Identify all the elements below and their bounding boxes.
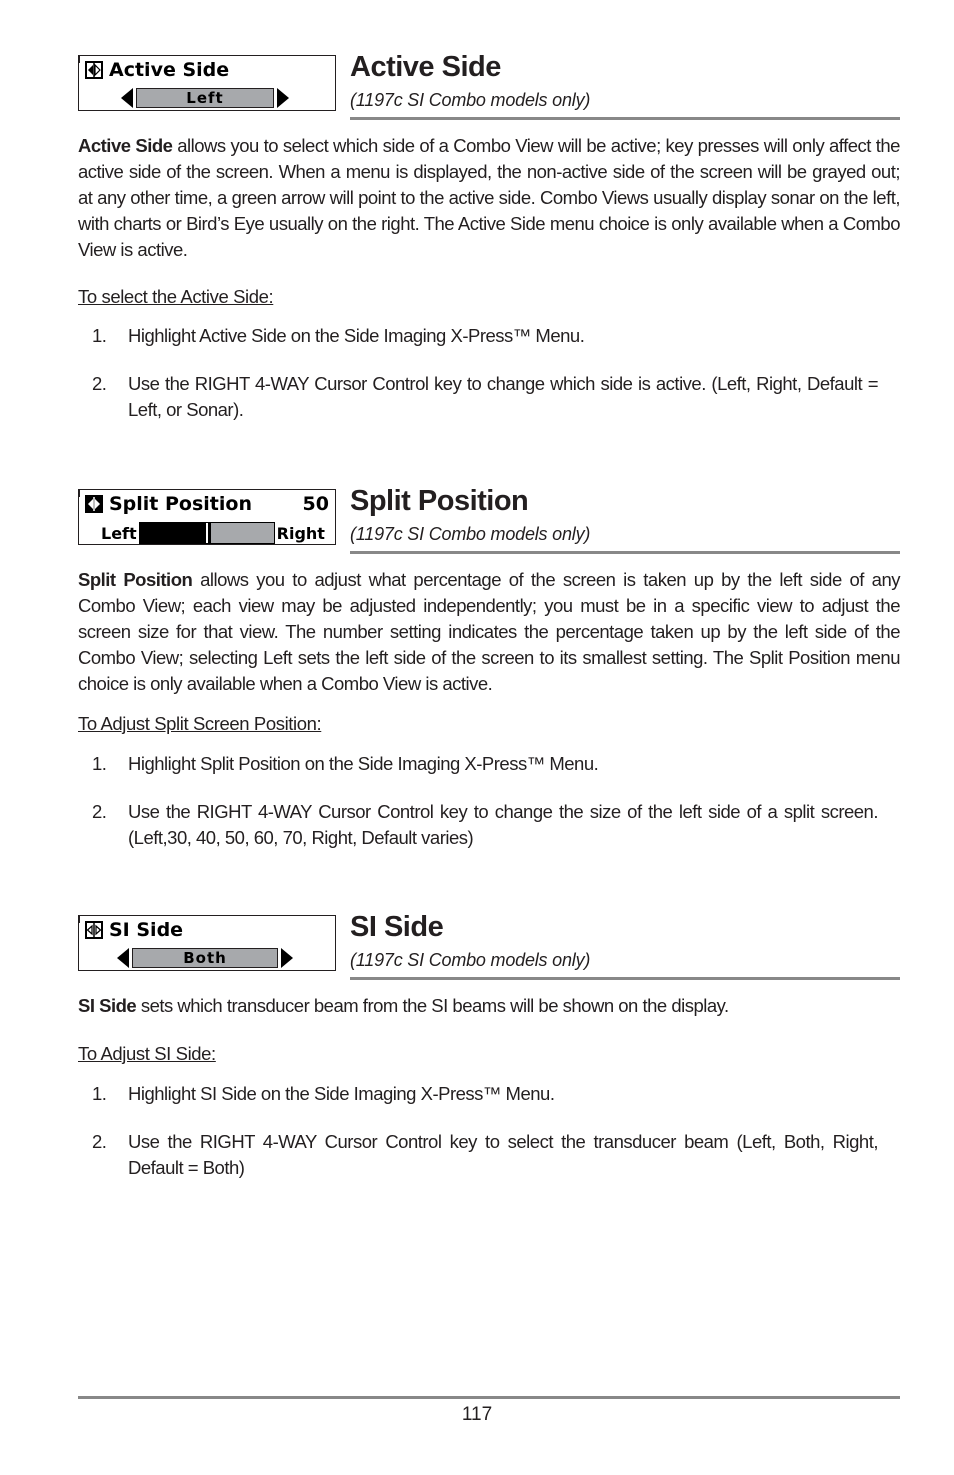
step-number: 2. bbox=[92, 1131, 107, 1152]
procedure-title: To Adjust SI Side: bbox=[78, 1043, 216, 1064]
step-number: 1. bbox=[92, 1083, 107, 1104]
heading-subtitle: (1197c SI Combo models only) bbox=[350, 90, 591, 110]
heading-subtitle: (1197c SI Combo models only) bbox=[350, 950, 591, 970]
si-side-menu-box bbox=[78, 915, 336, 971]
section-heading bbox=[350, 911, 900, 980]
step-text: Use the RIGHT 4-WAY Cursor Control key to select the transducer beam (Left, Both, Right, Default = Both) bbox=[128, 1131, 878, 1178]
slider-left-label: Left bbox=[101, 523, 137, 543]
selected-value: Left bbox=[136, 88, 274, 108]
arrow-right-icon[interactable] bbox=[281, 948, 293, 968]
split-percentage: 50 bbox=[302, 493, 329, 515]
section-heading bbox=[350, 485, 900, 554]
section-heading bbox=[350, 51, 900, 120]
value-selector[interactable] bbox=[121, 88, 289, 108]
step-text: Use the RIGHT 4-WAY Cursor Control key to change which side is active. (Left, Right, Default = Left, or Sonar). bbox=[128, 373, 878, 420]
intro-paragraph bbox=[78, 993, 900, 1019]
arrow-left-icon[interactable] bbox=[117, 948, 129, 968]
step-text: Highlight SI Side on the Side Imaging X-Press™ Menu. bbox=[128, 1083, 555, 1104]
active-side-menu-box bbox=[78, 55, 336, 111]
split-arrows-icon bbox=[85, 921, 103, 939]
step-number: 2. bbox=[92, 373, 107, 394]
left-right-arrows-icon bbox=[85, 495, 103, 513]
step-number: 1. bbox=[92, 753, 107, 774]
intro-term: SI Side bbox=[78, 995, 137, 1016]
step-text: Highlight Active Side on the Side Imaging X-Press™ Menu. bbox=[128, 325, 585, 346]
menu-title: Split Position bbox=[109, 493, 252, 515]
arrow-left-icon[interactable] bbox=[121, 88, 133, 108]
step-text: Highlight Split Position on the Side Imaging X-Press™ Menu. bbox=[128, 753, 599, 774]
intro-text: allows you to select which side of a Combo View will be active; key presses will only affect the active side of the screen. When a menu is displayed, the non-active side of the screen will be grayed out; at any other time, a green arrow will point to the active side. Combo Views usually display sonar on the left, with charts or Bird’s Eye usually on the right. The Active Side menu choice is only available when a Combo View is active. bbox=[78, 135, 900, 260]
slider-fill bbox=[140, 523, 206, 543]
intro-term: Active Side bbox=[78, 135, 173, 156]
intro-term: Split Position bbox=[78, 569, 193, 590]
page-number: 117 bbox=[461, 1404, 493, 1425]
heading-subtitle: (1197c SI Combo models only) bbox=[350, 524, 591, 544]
selected-value: Both bbox=[132, 948, 278, 968]
menu-title: Active Side bbox=[109, 59, 230, 81]
split-position-menu-box bbox=[78, 489, 336, 545]
step-text: Use the RIGHT 4-WAY Cursor Control key to change the size of the left side of a split screen. (Left,30, 40, 50, 60, 70, Right, Default varies) bbox=[128, 801, 878, 848]
heading-title: Split Position bbox=[350, 485, 529, 517]
slider-track[interactable] bbox=[139, 522, 275, 544]
value-selector[interactable] bbox=[117, 948, 293, 968]
step-number: 1. bbox=[92, 325, 107, 346]
heading-title: Active Side bbox=[350, 51, 501, 83]
arrow-right-icon[interactable] bbox=[277, 88, 289, 108]
footer-rule bbox=[78, 1396, 900, 1399]
intro-text: sets which transducer beam from the SI beams will be shown on the display. bbox=[136, 995, 729, 1016]
procedure-title: To select the Active Side: bbox=[78, 286, 274, 307]
heading-title: SI Side bbox=[350, 911, 444, 943]
slider-remainder bbox=[211, 523, 274, 543]
procedure-title: To Adjust Split Screen Position: bbox=[78, 713, 322, 734]
slider-right-label: Right bbox=[276, 523, 325, 543]
split-slider[interactable] bbox=[101, 522, 325, 544]
intro-paragraph bbox=[78, 133, 900, 263]
intro-text: allows you to adjust what percentage of the screen is taken up by the left side of any Combo View; each view may be adjusted independently; you must be in a specific view to adjust the screen size for that view. The number setting indicates the percentage taken up by the left side of the Combo View; selecting Left sets the left side of the screen to its smallest setting. The Split Position menu choice is only available when a Combo View is active. bbox=[78, 569, 900, 694]
step-number: 2. bbox=[92, 801, 107, 822]
left-right-arrows-icon bbox=[85, 61, 103, 79]
intro-paragraph bbox=[78, 567, 900, 697]
menu-title: SI Side bbox=[109, 919, 184, 941]
